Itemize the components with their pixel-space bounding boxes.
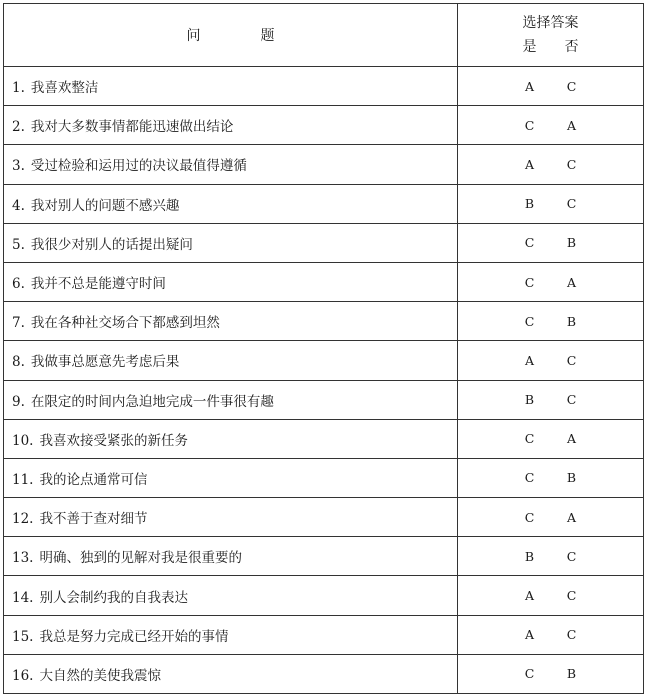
question-cell xyxy=(4,223,458,262)
question-cell xyxy=(4,302,458,341)
table-row xyxy=(4,537,644,576)
yes-answer-code: B xyxy=(524,392,535,408)
question-text: 受过检验和运用过的决议最值得遵循 xyxy=(30,158,247,175)
answer-cell xyxy=(458,223,644,262)
question-number: 3. xyxy=(12,158,25,175)
table-row xyxy=(4,615,644,654)
question-text: 在限定的时间内急迫地完成一件事很有趣 xyxy=(30,393,274,410)
answer-pair xyxy=(458,549,643,564)
question-text: 我的论点通常可信 xyxy=(39,471,148,488)
question-cell xyxy=(4,537,458,576)
question-cell xyxy=(4,458,458,497)
question-header-char-2: 题 xyxy=(260,28,275,44)
yes-answer-code: A xyxy=(524,352,535,368)
yes-answer-code: B xyxy=(524,548,535,564)
answer-cell xyxy=(458,654,644,693)
question-cell xyxy=(4,106,458,145)
table-row xyxy=(4,223,644,262)
answer-pair xyxy=(458,118,643,133)
table-row xyxy=(4,380,644,419)
question-cell xyxy=(4,380,458,419)
table-row xyxy=(4,184,644,223)
answer-cell xyxy=(458,145,644,184)
question-number: 16. xyxy=(12,667,34,684)
yes-answer-code: C xyxy=(524,666,535,682)
question-number: 14. xyxy=(12,589,34,606)
question-cell xyxy=(4,498,458,537)
answer-cell xyxy=(458,498,644,537)
table-body xyxy=(4,4,644,694)
yes-answer-code: C xyxy=(524,117,535,133)
yes-answer-code: C xyxy=(524,470,535,486)
question-text: 我喜欢整洁 xyxy=(30,80,99,97)
answer-pair xyxy=(458,314,643,329)
table-row xyxy=(4,458,644,497)
question-cell xyxy=(4,67,458,106)
question-text: 我很少对别人的话提出疑问 xyxy=(30,236,193,253)
no-answer-code: C xyxy=(566,352,577,368)
answer-cell xyxy=(458,302,644,341)
yes-answer-code: B xyxy=(524,196,535,212)
question-number: 12. xyxy=(12,511,34,528)
answer-cell xyxy=(458,184,644,223)
answer-cell xyxy=(458,537,644,576)
answer-pair xyxy=(458,588,643,603)
no-answer-code: A xyxy=(566,274,577,290)
table-row xyxy=(4,576,644,615)
yes-answer-code: C xyxy=(524,313,535,329)
question-text: 我对大多数事情都能迅速做出结论 xyxy=(30,119,234,136)
yes-answer-code: C xyxy=(524,431,535,447)
no-answer-code: A xyxy=(566,117,577,133)
header-row xyxy=(4,4,644,67)
answer-header-title: 选择答案 xyxy=(522,15,579,31)
question-cell xyxy=(4,576,458,615)
question-column-header xyxy=(4,4,458,67)
no-answer-code: C xyxy=(566,78,577,94)
question-number: 1. xyxy=(12,80,25,97)
no-answer-code: C xyxy=(566,196,577,212)
question-cell xyxy=(4,419,458,458)
question-number: 5. xyxy=(12,236,25,253)
yes-answer-code: C xyxy=(524,509,535,525)
question-cell xyxy=(4,262,458,301)
question-cell xyxy=(4,145,458,184)
table-row xyxy=(4,67,644,106)
yes-answer-code: A xyxy=(524,78,535,94)
table-row xyxy=(4,498,644,537)
question-header-char-1: 问 xyxy=(186,28,201,44)
answer-pair xyxy=(458,235,643,250)
no-answer-code: C xyxy=(566,156,577,172)
answer-cell xyxy=(458,380,644,419)
no-answer-code: C xyxy=(566,588,577,604)
no-answer-code: B xyxy=(566,470,577,486)
table-row xyxy=(4,262,644,301)
table-row xyxy=(4,145,644,184)
question-number: 11. xyxy=(12,471,34,488)
no-label: 否 xyxy=(564,39,579,55)
question-number: 10. xyxy=(12,432,34,449)
table-row xyxy=(4,302,644,341)
answer-cell xyxy=(458,576,644,615)
answer-cell xyxy=(458,458,644,497)
no-answer-code: C xyxy=(566,627,577,643)
question-text: 明确、独到的见解对我是很重要的 xyxy=(39,550,242,567)
answer-pair xyxy=(458,470,643,485)
table-row xyxy=(4,106,644,145)
answer-pair xyxy=(458,275,643,290)
answer-cell xyxy=(458,106,644,145)
question-cell xyxy=(4,341,458,380)
question-text: 我做事总愿意先考虑后果 xyxy=(30,354,180,371)
no-answer-code: C xyxy=(566,548,577,564)
yes-answer-code: C xyxy=(524,235,535,251)
answer-pair xyxy=(458,196,643,211)
answer-pair xyxy=(458,431,643,446)
question-number: 8. xyxy=(12,354,25,371)
question-number: 4. xyxy=(12,197,25,214)
question-text: 我并不总是能遵守时间 xyxy=(30,276,166,293)
answer-pair xyxy=(458,353,643,368)
answer-cell xyxy=(458,262,644,301)
questionnaire-table xyxy=(3,3,644,694)
question-text: 别人会制约我的自我表达 xyxy=(39,589,188,606)
no-answer-code: B xyxy=(566,235,577,251)
question-text: 我不善于查对细节 xyxy=(39,511,148,528)
answer-cell xyxy=(458,67,644,106)
answer-column-header xyxy=(458,4,644,67)
no-answer-code: B xyxy=(566,313,577,329)
answer-cell xyxy=(458,341,644,380)
question-cell xyxy=(4,654,458,693)
answer-pair xyxy=(458,510,643,525)
no-answer-code: A xyxy=(566,509,577,525)
no-answer-code: C xyxy=(566,392,577,408)
no-answer-code: A xyxy=(566,431,577,447)
yes-no-subheader xyxy=(458,35,643,59)
table-row xyxy=(4,419,644,458)
question-text: 大自然的美使我震惊 xyxy=(39,667,161,684)
yes-answer-code: A xyxy=(524,156,535,172)
question-text: 我总是努力完成已经开始的事情 xyxy=(39,628,229,645)
question-number: 9. xyxy=(12,393,25,410)
question-text: 我在各种社交场合下都感到坦然 xyxy=(30,315,220,332)
yes-answer-code: C xyxy=(524,274,535,290)
question-number: 2. xyxy=(12,119,25,136)
answer-pair xyxy=(458,627,643,642)
answer-cell xyxy=(458,419,644,458)
question-text: 我喜欢接受紧张的新任务 xyxy=(39,432,188,449)
answer-cell xyxy=(458,615,644,654)
no-answer-code: B xyxy=(566,666,577,682)
question-cell xyxy=(4,615,458,654)
question-number: 6. xyxy=(12,276,25,293)
question-number: 13. xyxy=(12,550,34,567)
answer-pair xyxy=(458,157,643,172)
yes-label: 是 xyxy=(522,39,537,55)
answer-pair xyxy=(458,666,643,681)
question-number: 15. xyxy=(12,628,34,645)
yes-answer-code: A xyxy=(524,627,535,643)
answer-pair xyxy=(458,392,643,407)
table-row xyxy=(4,654,644,693)
question-text: 我对别人的问题不感兴趣 xyxy=(30,197,180,214)
yes-answer-code: A xyxy=(524,588,535,604)
question-cell xyxy=(4,184,458,223)
table-row xyxy=(4,341,644,380)
question-number: 7. xyxy=(12,315,25,332)
answer-pair xyxy=(458,79,643,94)
